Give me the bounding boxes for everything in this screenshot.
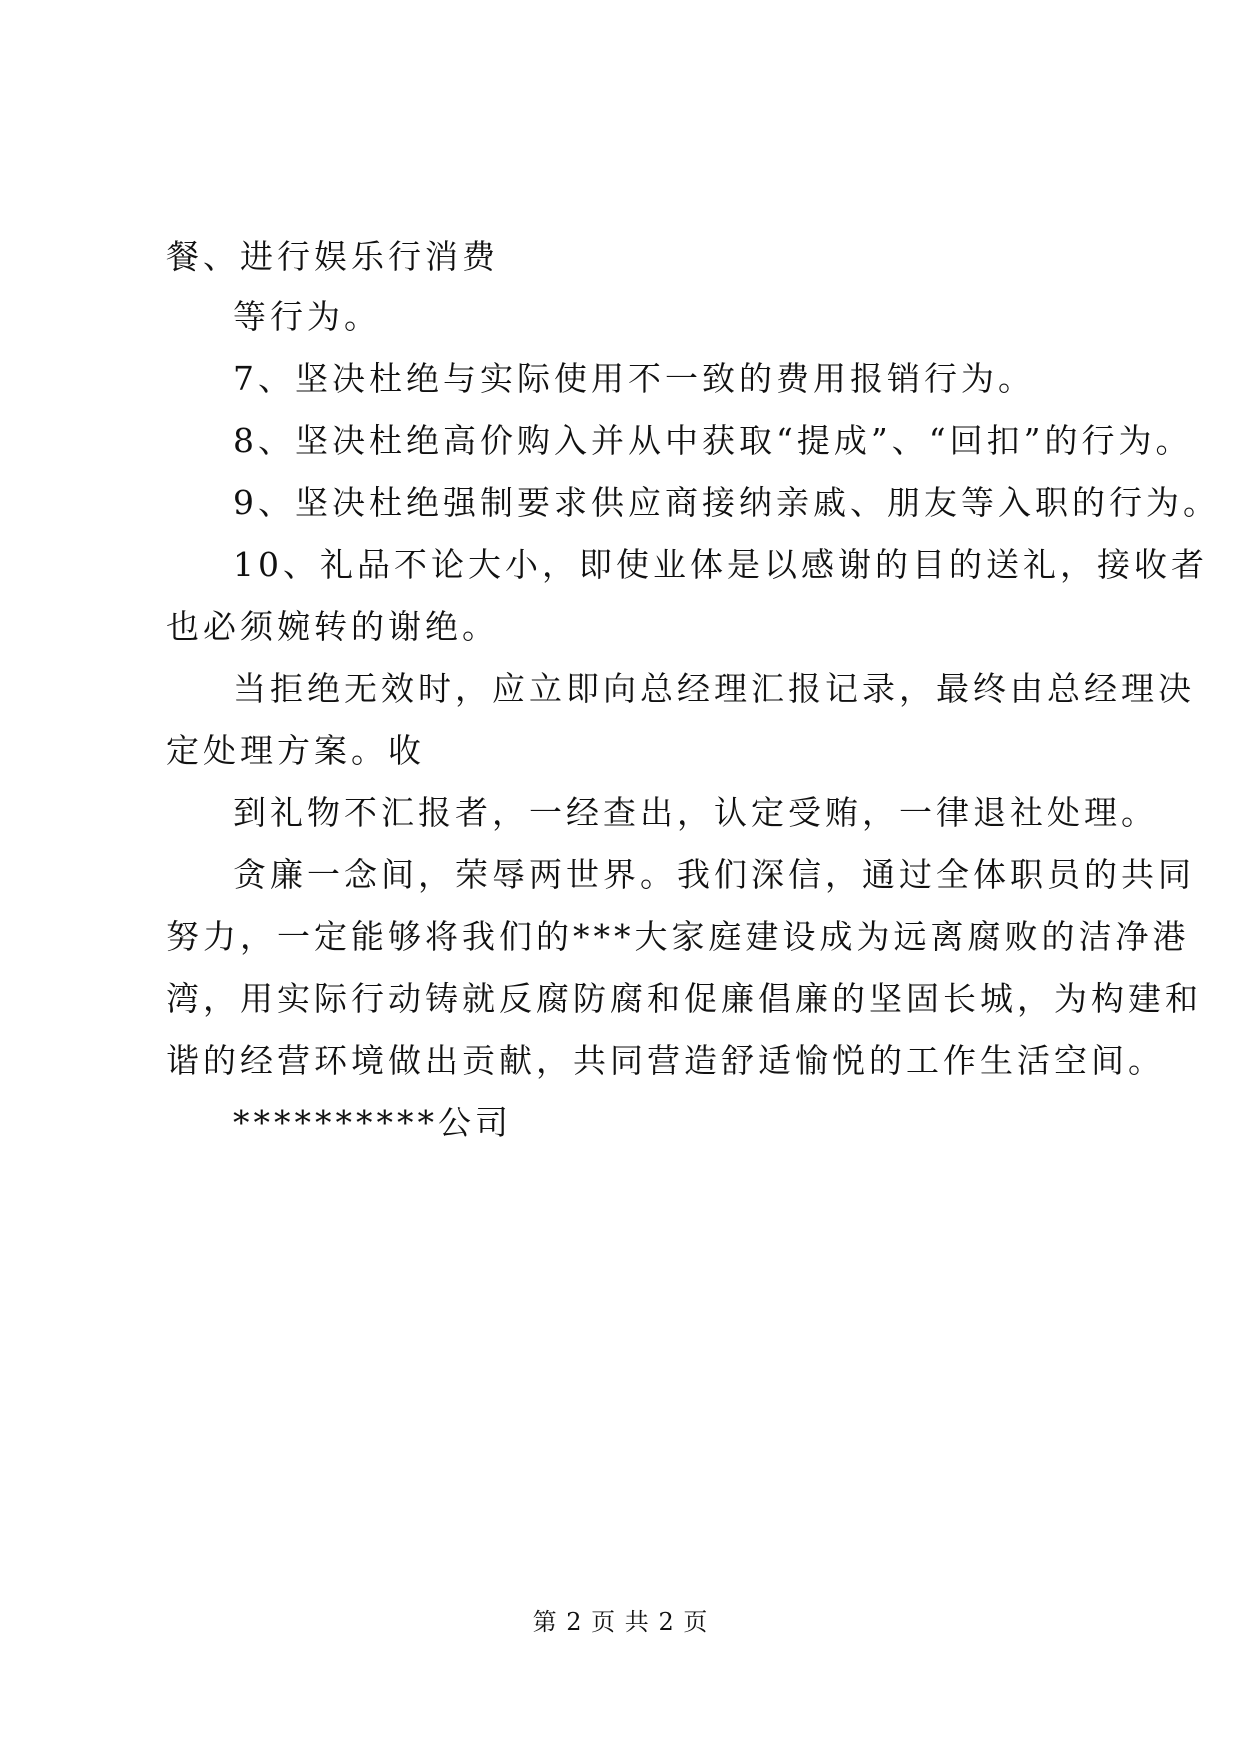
text-line: 餐、进行娱乐行消费 [166,237,499,276]
text-line: 谐的经营环境做出贡献，共同营造舒适愉悦的工作生活空间。 [166,1041,1165,1080]
text-line: 8、坚决杜绝高价购入并从中获取“提成”、“回扣”的行为。 [233,421,1193,460]
text-line: 贪廉一念间，荣辱两世界。我们深信，通过全体职员的共同 [233,855,1195,894]
text-line: 10、礼品不论大小，即使业体是以感谢的目的送礼，接收者 [233,545,1208,584]
text-line: 定处理方案。收 [166,731,425,770]
text-line: 努力，一定能够将我们的***大家庭建设成为远离腐败的洁净港 [166,917,1190,956]
text-line: 到礼物不汇报者，一经查出，认定受贿，一律退社处理。 [233,793,1158,832]
text-line: 等行为。 [233,297,381,336]
page-number: 第 2 页 共 2 页 [532,1608,709,1636]
text-line: 也必须婉转的谢绝。 [166,607,499,646]
text-line: **********公司 [233,1103,512,1142]
text-line: 当拒绝无效时，应立即向总经理汇报记录，最终由总经理决 [233,669,1195,708]
text-line: 湾，用实际行动铸就反腐防腐和促廉倡廉的坚固长城，为构建和 [166,979,1202,1018]
text-line: 9、坚决杜绝强制要求供应商接纳亲戚、朋友等入职的行为。 [233,483,1220,522]
text-line: 7、坚决杜绝与实际使用不一致的费用报销行为。 [233,359,1035,398]
